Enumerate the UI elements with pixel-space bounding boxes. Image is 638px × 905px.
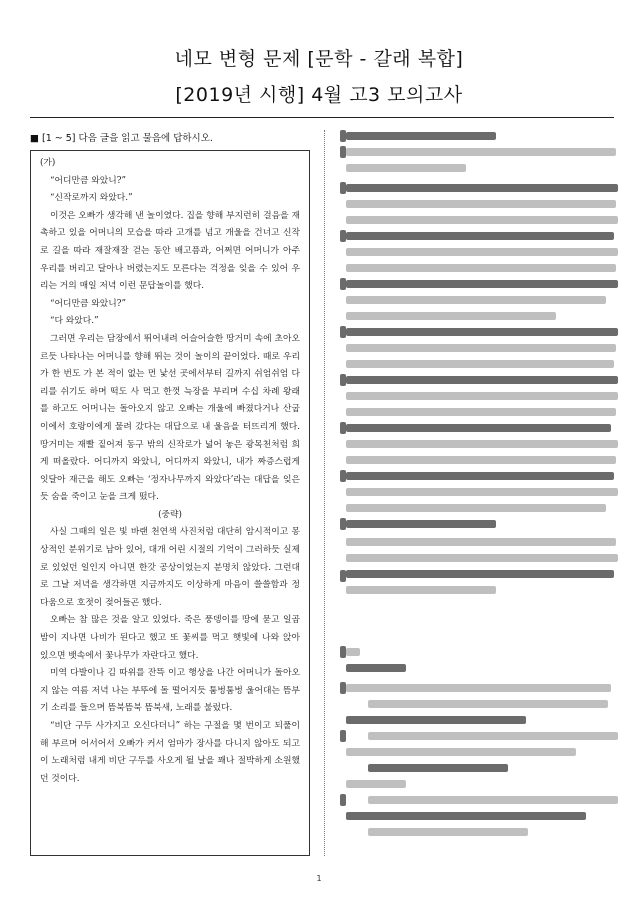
- passage-paragraph: “다 와았다.”: [50, 316, 99, 327]
- blurred-text-line: [346, 216, 618, 224]
- blurred-text-line: [346, 148, 616, 156]
- blurred-text-line: [346, 264, 616, 272]
- blurred-marker: [340, 146, 346, 158]
- page-number: 1: [316, 874, 322, 883]
- blurred-text-line: [346, 538, 616, 546]
- blurred-text-line: [346, 312, 556, 320]
- blurred-text-line: [346, 296, 606, 304]
- blurred-text-line: [368, 828, 528, 836]
- blurred-marker: [340, 374, 346, 386]
- blurred-right-column: [340, 128, 618, 858]
- blurred-text-line: [346, 408, 616, 416]
- blurred-text-line: [368, 764, 508, 772]
- question-instructions: ■ [1 ~ 5] 다음 글을 읽고 물음에 답하시오.: [30, 133, 213, 144]
- passage-paragraph: “비단 구두 사가지고 오신다더니” 하는 구절을 몇 번이고 되풀이해 부르며 어서어서 오빠가 커서 엄마가 장사를 다니지 않아도 되고 이 노래처럼 내게 비단 구두를 사오게 될 날을 꽤나 절박하게 소원했던 것이다.: [40, 721, 300, 784]
- blurred-text-line: [346, 132, 496, 140]
- passage-paragraph: 미역 다발이나 김 따위를 잔뜩 이고 행상을 나간 어머니가 돌아오지 않는 여름 저녁 나는 부뚜에 돌 떨어지듯 툼벙툼벙 울어대는 뜸부기 소리를 들으며 뜸북뜸북 뜸북새, 노래를 불렀다.: [40, 668, 300, 714]
- column-divider: [324, 130, 325, 856]
- blurred-text-line: [346, 376, 618, 384]
- blurred-marker: [340, 470, 346, 482]
- blurred-text-line: [346, 280, 618, 288]
- blurred-text-line: [368, 700, 608, 708]
- blurred-text-line: [346, 504, 606, 512]
- header-rule: [30, 117, 614, 118]
- blurred-marker: [340, 326, 346, 338]
- blurred-marker: [340, 570, 346, 582]
- blurred-text-line: [346, 392, 618, 400]
- blurred-text-line: [346, 586, 496, 594]
- blurred-marker: [340, 130, 346, 142]
- passage-label: (가): [40, 158, 56, 168]
- blurred-text-line: [346, 184, 618, 192]
- blurred-marker: [340, 230, 346, 242]
- blurred-text-line: [368, 796, 618, 804]
- blurred-text-line: [346, 424, 611, 432]
- blurred-text-line: [346, 232, 614, 240]
- blurred-text-line: [346, 684, 611, 692]
- passage-paragraph: 사실 그때의 일은 빛 바랜 천연색 사진처럼 대단히 암시적이고 몽상적인 분위기로 남아 있어, 대개 어린 시절의 기억이 그러하듯 실제로 있었던 일인지 아니면 한갓 공상이었는지 분명치 않았다. 그런대로 그날 저녁을 생각하면 지금까지도 이상하게 마음이 쓸쓸함과 정다움으로 호젓이 젖어들곤 했다.: [40, 527, 300, 608]
- page-subtitle: [2019년 시행] 4월 고3 모의고사: [175, 84, 463, 106]
- blurred-text-line: [346, 780, 406, 788]
- blurred-text-line: [346, 472, 614, 480]
- blurred-text-line: [346, 488, 618, 496]
- omission-marker: (중략): [158, 509, 182, 520]
- blurred-text-line: [346, 440, 618, 448]
- blurred-text-line: [346, 164, 466, 172]
- blurred-text-line: [346, 344, 616, 352]
- blurred-marker: [340, 682, 346, 694]
- blurred-text-line: [346, 570, 614, 578]
- blurred-marker: [340, 518, 346, 530]
- passage-box: [30, 150, 310, 856]
- passage-paragraph: “신작로까지 와았다.”: [50, 193, 133, 204]
- blurred-text-line: [346, 648, 360, 656]
- passage-paragraph: “어디만큼 와았니?”: [50, 298, 126, 309]
- passage-paragraph: “어디만큼 와았니?”: [50, 175, 126, 186]
- blurred-text-line: [346, 554, 618, 562]
- blurred-marker: [340, 646, 346, 658]
- blurred-text-line: [346, 520, 496, 528]
- blurred-marker: [340, 278, 346, 290]
- blurred-text-line: [346, 360, 614, 368]
- blurred-marker: [340, 730, 346, 742]
- blurred-text-line: [346, 748, 576, 756]
- page-title: 네모 변형 문제 [문학 - 갈래 복합]: [174, 48, 464, 70]
- blurred-text-line: [346, 328, 618, 336]
- blurred-text-line: [368, 732, 618, 740]
- blurred-marker: [340, 182, 346, 194]
- blurred-text-line: [346, 716, 526, 724]
- blurred-text-line: [346, 456, 616, 464]
- passage-paragraph: 오빠는 참 많은 것을 알고 있었다. 죽은 풍뎅이를 땅에 묻고 일곱 밤이 지나면 나비가 된다고 했고 또 꽃씨를 먹고 햇빛에 나와 앉아 있으면 뱃속에서 꽃나무가 자란다고 했다.: [40, 615, 300, 661]
- blurred-text-line: [346, 812, 586, 820]
- blurred-text-line: [346, 200, 616, 208]
- blurred-text-line: [346, 664, 406, 672]
- passage-paragraph: 이것은 오빠가 생각해 낸 놀이였다. 집을 향해 부지런히 걸음을 재촉하고 있을 어머니의 모습을 따라 고개를 넘고 개울을 건너고 신작로 길을 따라 재잘재잘 걷는 동안 배고픔과, 어쩌면 어머니가 아주 우리를 버리고 달아나 버렸는지도 모른다는 걱정을 잊을 수 있어 우리는 거의 매일 저녁 이런 문답놀이를 했다.: [40, 210, 300, 292]
- blurred-text-line: [346, 248, 618, 256]
- blurred-marker: [340, 794, 346, 806]
- passage-paragraph: 그러면 우리는 담장에서 뛰어내려 어슬어슬한 땅거미 속에 초아오르듯 나타나는 어머니를 향해 뛰는 것이 놀이의 끝이었다. 때로 우리가 한 번도 가 본 적이 없는 먼 낯선 곳에서부터 길까지 쉬엄쉬엄 다리를 쉬기도 하며 떡도 사 먹고 한껏 늑장을 부리며 수십 차례 왕래를 하고도 어머니는 돌아오지 않고 오빠는 개울에 빠졌다거나 산굽이에서 호랑이에게 물려 갔다는 대답으로 내 울음을 터뜨리게 했다. 땅거미는 재빨 짙어져 동구 밖의 신작로가 넓어 놓은 광목천처럼 희게 떠올랐다. 어디까지 와았니, 어디까지 와았니, 내가 짜증스럽게 잇달아 재근을 해도 오빠는 ‘정자나무까지 와았다’라는 대답을 잊은 듯 숨을 죽이고 눈을 크게 떴다.: [40, 333, 300, 503]
- blurred-marker: [340, 422, 346, 434]
